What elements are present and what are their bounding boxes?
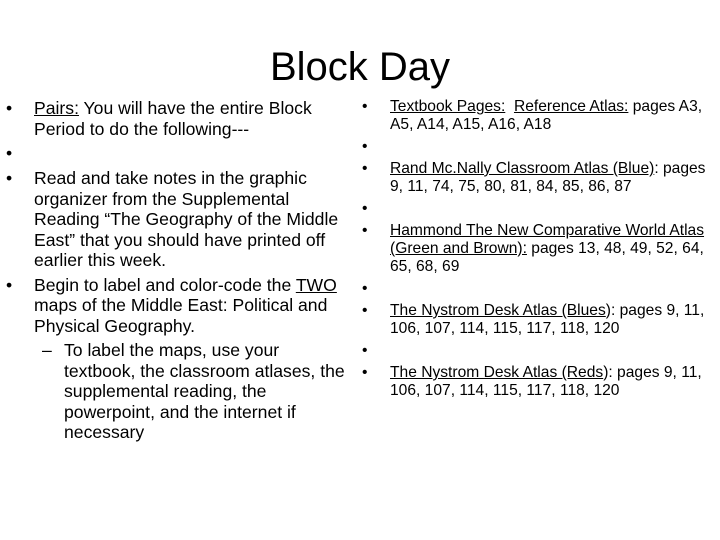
sub-bullet-item-resources <box>6 340 352 443</box>
bullet-item-empty <box>362 280 718 298</box>
nystrom-blues-text: ): pages 9, 11, 106, 107, 114, 115, 117, 118, 120 <box>390 302 705 337</box>
bullet-item-empty <box>362 200 718 218</box>
pairs-text: You will have the entire Block Period to do the following--- <box>34 98 312 139</box>
rand-mcnally-text: : pages 9, 11, 74, 75, 80, 81, 84, 85, 86, 87 <box>390 160 706 195</box>
bullet-icon: • <box>362 98 368 115</box>
resources-text: To label the maps, use your textbook, the classroom atlases, the supplemental reading, the powerpoint, and the internet if necessary <box>64 340 345 442</box>
bullet-icon: • <box>6 143 13 163</box>
nystrom-reds-text: ): pages 9, 11, 106, 107, 114, 115, 117, 118, 120 <box>390 364 702 399</box>
bullet-icon: • <box>362 200 368 217</box>
hammond-text: pages 13, 48, 49, 52, 64, 65, 68, 69 <box>390 240 704 275</box>
bullet-icon: • <box>6 274 13 295</box>
hammond-label: Hammond The New Comparative World Atlas (Green and Brown): <box>390 222 705 257</box>
bullet-item-empty <box>362 138 718 156</box>
bullet-item-pairs <box>6 98 352 139</box>
bullet-item-read-notes <box>6 168 352 271</box>
bullet-icon: • <box>362 160 368 177</box>
bullet-icon: • <box>6 168 13 188</box>
bullet-icon: • <box>362 138 368 155</box>
bullet-item-nystrom-reds <box>362 364 718 400</box>
bullet-item-nystrom-blues <box>362 302 718 338</box>
bullet-icon: • <box>362 364 368 381</box>
textbook-gap <box>505 98 514 115</box>
label-maps-two: TWO <box>295 274 337 295</box>
bullet-icon: • <box>362 302 368 319</box>
label-maps-text-pre: Begin to label and color-code the <box>34 274 296 295</box>
slide-title: Block Day <box>269 45 451 89</box>
bullet-icon: • <box>362 280 368 297</box>
bullet-item-empty <box>362 342 718 360</box>
label-maps-text-post: maps of the Middle East: Political and Physical Geography. <box>34 295 328 336</box>
left-bullet-list <box>6 98 352 447</box>
bullet-item-empty <box>6 143 352 164</box>
bullet-icon: • <box>6 98 13 118</box>
bullet-icon: • <box>362 222 368 239</box>
dash-icon: – <box>42 340 52 360</box>
rand-mcnally-label: Rand Mc.Nally Classroom Atlas (Blue) <box>390 160 655 177</box>
bullet-item-hammond <box>362 222 718 276</box>
textbook-pages-text: pages A3, A5, A14, A15, A16, A18 <box>390 98 703 133</box>
textbook-pages-label: Textbook Pages: <box>390 98 506 115</box>
read-notes-text: Read and take notes in the graphic organizer from the Supplemental Reading “The Geography of the Middle East” that you should have printed off earlier this week. <box>34 168 339 270</box>
bullet-item-rand-mcnally <box>362 160 718 196</box>
bullet-item-label-maps <box>6 275 352 337</box>
pairs-label: Pairs: <box>34 98 79 118</box>
reference-atlas-label: Reference Atlas: <box>513 98 629 115</box>
bullet-icon: • <box>362 342 368 359</box>
nystrom-blues-label: The Nystrom Desk Atlas (Blues <box>390 302 606 319</box>
nystrom-reds-label: The Nystrom Desk Atlas (Reds <box>390 364 604 381</box>
right-bullet-list <box>362 98 718 404</box>
bullet-item-textbook-pages <box>362 98 718 134</box>
